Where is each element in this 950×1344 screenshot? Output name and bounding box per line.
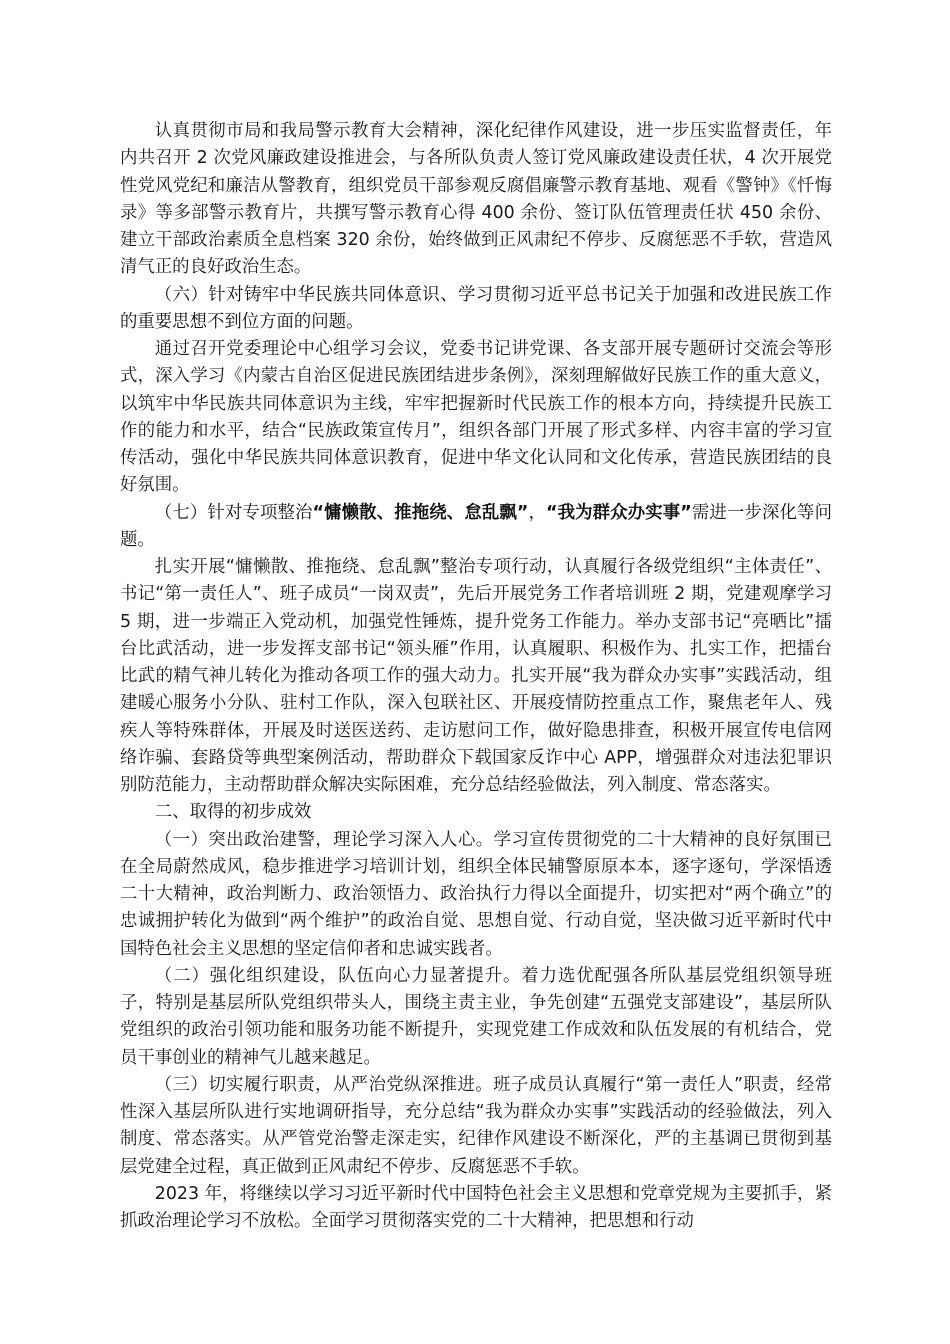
- paragraph-2023-plan: 2023 年，将继续以学习习近平新时代中国特色社会主义思想和党章党规为主要抓手，紧抓政治理论学习不放松。全面学习贯彻落实党的二十大精神，把思想和行动: [120, 1183, 832, 1231]
- paragraph-result-one: （一）突出政治建警，理论学习深入人心。学习宣传贯彻党的二十大精神的良好氛围已在全局蔚然成风，稳步推进学习培训计划，组织全体民辅警原原本本，逐字逐句，学深悟透二十大精神，政治判断力、政治领悟力、政治执行力得以全面提升，切实把对“两个确立”的忠诚拥护转化为做到“两个维护”的政治自觉、思想自觉、行动自觉，坚决做习近平新时代中国特色社会主义思想的坚定信仰者和忠诚实践者。: [120, 829, 832, 959]
- heading-item-seven-quote-1: “慵懒散、推拖绕、怠乱飘”: [312, 502, 529, 523]
- paragraph-result-two: （二）强化组织建设，队伍向心力显著提升。着力选优配强各所队基层党组织领导班子，特别是基层所队党组织带头人，围绕主责主业，争先创建“五强党支部建设”，基层所队党组织的政治引领功能和服务功能不断提升，实现党建工作成效和队伍发展的有机结合，党员干事创业的精神气儿越来越足。: [120, 965, 832, 1068]
- document-page: [120, 118, 832, 1235]
- heading-item-seven-comma: ，: [528, 502, 547, 523]
- paragraph-result-three: （三）切实履行职责，从严治党纵深推进。班子成员认真履行“第一责任人”职责，经常性深入基层所队进行实地调研指导，充分总结“我为群众办实事”实践活动的经验做法，列入制度、常态落实。从严管党治警走深走实，纪律作风建设不断深化，严的主基调已贯彻到基层党建全过程，真正做到正风肃纪不停步、反腐惩恶不手软。: [120, 1074, 832, 1177]
- paragraph-discipline-education: 认真贯彻市局和我局警示教育大会精神，深化纪律作风建设，进一步压实监督责任，年内共召开 2 次党风廉政建设推进会，与各所队负责人签订党风廉政建设责任状，4 次开展党性党风党纪和廉洁从警教育，组织党员干部参观反腐倡廉警示教育基地、观看《警钟》《忏悔录》等多部警示教育片，共撰写警示教育心得 400 余份、签订队伍管理责任状 450 余份、建立干部政治素质全息档案 320 余份，始终做到正风肃纪不停步、反腐惩恶不手软，营造风清气正的良好政治生态。: [120, 121, 832, 278]
- heading-item-six: （六）针对铸牢中华民族共同体意识、学习贯彻习近平总书记关于加强和改进民族工作的重要思想不到位方面的问题。: [120, 284, 832, 332]
- heading-item-seven-quote-2: “我为群众办实事”: [546, 502, 692, 523]
- heading-item-seven: [120, 500, 832, 555]
- paragraph-ethnic-unity: 通过召开党委理论中心组学习会议，党委书记讲党课、各支部开展专题研讨交流会等形式，深入学习《内蒙古自治区促进民族团结进步条例》，深刻理解做好民族工作的重大意义，以筑牢中华民族共同体意识为主线，牢牢把握新时代民族工作的根本方向，持续提升民族工作的能力和水平，结合“民族政策宣传月”，组织各部门开展了形式多样、内容丰富的学习宣传活动，强化中华民族共同体意识教育，促进中华文化认同和文化传承，营造民族团结的良好氛围。: [120, 339, 832, 496]
- paragraph-special-rectification: 扎实开展“慵懒散、推拖绕、怠乱飘”整治专项行动，认真履行各级党组织“主体责任”、书记“第一责任人”、班子成员“一岗双责”，先后开展党务工作者培训班 2 期，党建观摩学习 5 期，进一步端正入党动机，加强党性锤炼，提升党务工作能力。举办支部书记“亮晒比”擂台比武活动，进一步发挥支部书记“领头雁”作用，认真履职、积极作为、扎实工作，把擂台比武的精气神儿转化为推动各项工作的强大动力。扎实开展“我为群众办实事”实践活动，组建暖心服务小分队、驻村工作队，深入包联社区、开展疫情防控重点工作，聚焦老年人、残疾人等特殊群体，开展及时送医送药、走访慰问工作，做好隐患排查，积极开展宣传电信网络诈骗、套路贷等典型案例活动，帮助群众下载国家反诈中心 APP，增强群众对违法犯罪识别防范能力，主动帮助群众解决实际困难，充分总结经验做法，列入制度、常态落实。: [120, 557, 832, 795]
- heading-item-seven-prefix: （七）针对专项整治: [154, 502, 313, 523]
- heading-item-seven-suffix: 需进一步深化等问题。: [120, 502, 832, 550]
- section-heading-results: 二、取得的初步成效: [154, 802, 312, 823]
